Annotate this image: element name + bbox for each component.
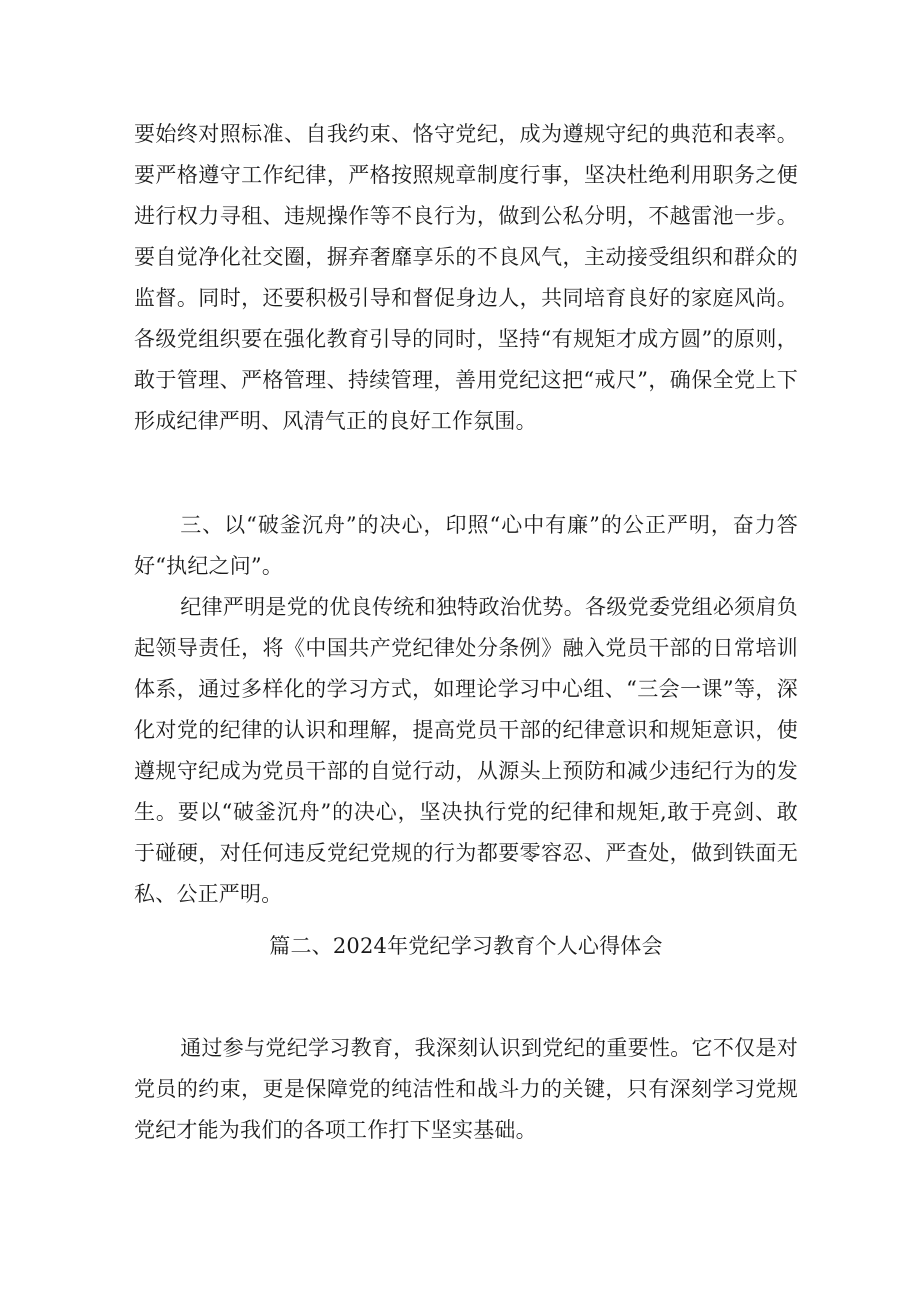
section-heading-text: 三、以“破釜沉舟”的决心，印照“心中有廉”的公正严明，奋力答好“执纪之问”。	[134, 513, 798, 578]
body-paragraph	[134, 587, 798, 915]
article-title: 篇二、2024年党纪学习教育个人心得体会	[269, 934, 663, 958]
section-heading	[134, 505, 798, 587]
paragraph-text: 纪律严明是党的优良传统和独特政治优势。各级党委党组必须肩负起领导责任，将《中国共产党纪律处分条例》融入党员干部的日常培训体系，通过多样化的学习方式，如理论学习中心组、“三会一课”等，深化对党的纪律的认识和理解，提高党员干部的纪律意识和规矩意识，使遵规守纪成为党员干部的自觉行动，从源头上预防和减少违纪行为的发生。要以“破釜沉舟”的决心，坚决执行党的纪律和规矩,敢于亮剑、敢于碰硬，对任何违反党纪党规的行为都要零容忍、严查处，做到铁面无私、公正严明。	[134, 595, 798, 906]
body-paragraph	[134, 114, 798, 442]
paragraph-text: 通过参与党纪学习教育，我深刻认识到党纪的重要性。它不仅是对党员的约束，更是保障党的纯洁性和战斗力的关键，只有深刻学习党规党纪才能为我们的各项工作打下坚实基础。	[134, 1036, 798, 1142]
paragraph-text: 要始终对照标准、自我约束、恪守党纪，成为遵规守纪的典范和表率。要严格遵守工作纪律，严格按照规章制度行事，坚决杜绝利用职务之便进行权力寻租、违规操作等不良行为，做到公私分明，不越雷池一步。要自觉净化社交圈，摒弃奢靡享乐的不良风气，主动接受组织和群众的监督。同时，还要积极引导和督促身边人，共同培育良好的家庭风尚。各级党组织要在强化教育引导的同时，坚持“有规矩才成方圆”的原则，敢于管理、严格管理、持续管理，善用党纪这把“戒尺”，确保全党上下形成纪律严明、风清气正的良好工作氛围。	[134, 122, 798, 433]
body-paragraph	[134, 1028, 798, 1151]
